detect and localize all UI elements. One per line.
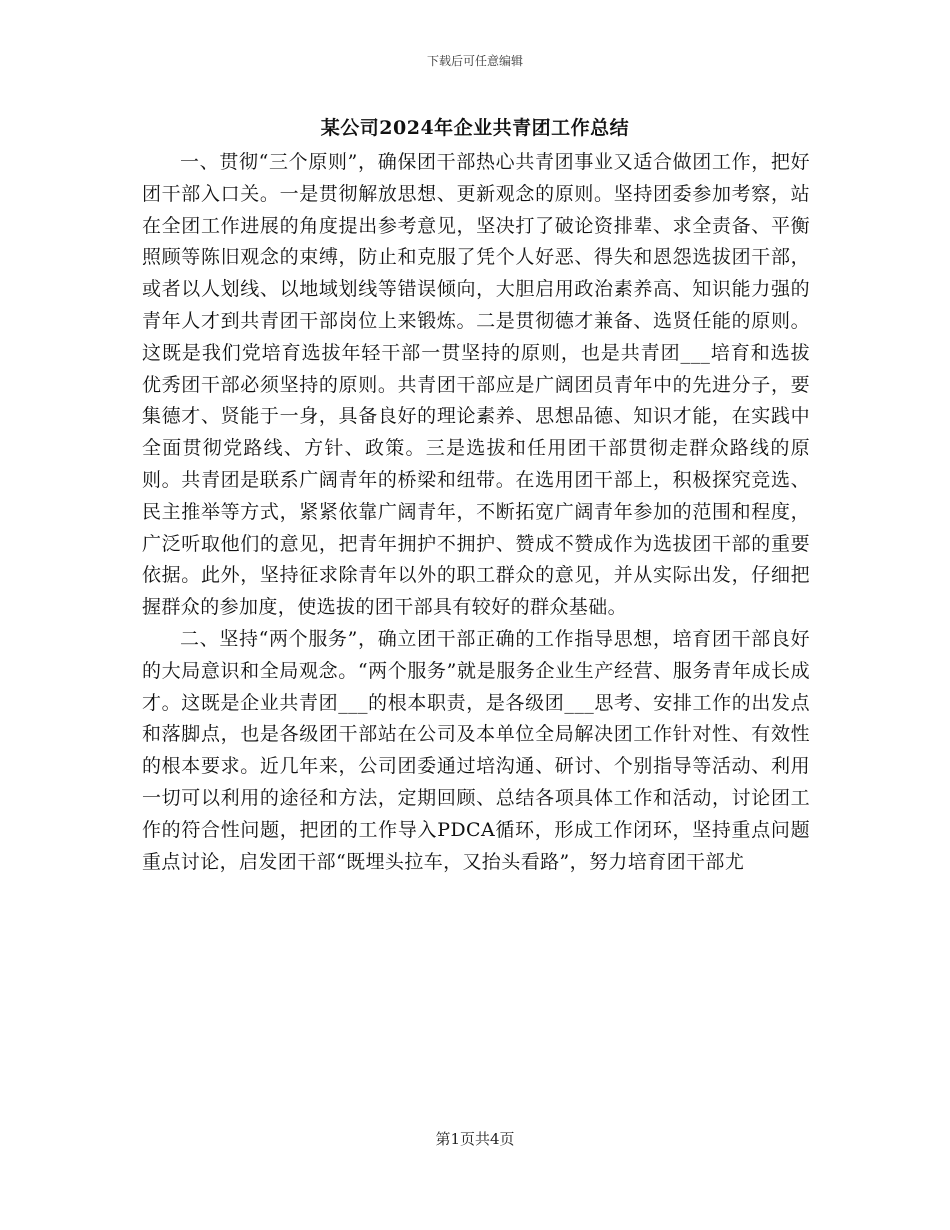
document-title: 某公司2024年企业共青团工作总结 [320,117,630,139]
paragraph: 一、贯彻“三个原则”，确保团干部热心共青团事业又适合做团工作，把好团干部入口关。一是贯彻解放思想、更新观念的原则。坚持团委参加考察，站在全团工作进展的角度提出参考意见，坚决打了破论资排辈、求全责备、平衡照顾等陈旧观念的束缚，防止和克服了凭个人好恶、得失和恩怨选拔团干部，或者以人划线、以地域划线等错误倾向，大胆启用政治素养高、知识能力强的青年人才到共青团干部岗位上来锻炼。二是贯彻德才兼备、选贤任能的原则。这既是我们党培育选拔年轻干部一贯坚持的原则，也是共青团___培育和选拔优秀团干部必须坚持的原则。共青团干部应是广阔团员青年中的先进分子，要集德才、贤能于一身，具备良好的理论素养、思想品德、知识才能，在实践中全面贯彻党路线、方针、政策。三是选拔和任用团干部贯彻走群众路线的原则。共青团是联系广阔青年的桥梁和纽带。在选用团干部上，积极探究竞选、民主推举等方式，紧紧依靠广阔青年，不断拓宽广阔青年参加的范围和程度，广泛听取他们的意见，把青年拥护不拥护、赞成不赞成作为选拔团干部的重要依据。此外，坚持征求除青年以外的职工群众的意见，并从实际出发，仔细把握群众的参加度，使选拔的团干部具有较好的群众基础。 [142,151,810,619]
header-note: 下载后可任意编辑 [426,54,523,68]
page-number-footer: 第1页共4页 [435,1130,515,1148]
document-body [142,147,810,878]
paragraph: 二、坚持“两个服务”，确立团干部正确的工作指导思想，培育团干部良好的大局意识和全局观念。“两个服务”就是服务企业生产经营、服务青年成长成才。这既是企业共青团___的根本职责，是各级团___思考、安排工作的出发点和落脚点，也是各级团干部站在公司及本单位全局解决团工作针对性、有效性的根本要求。近几年来，公司团委通过培沟通、研讨、个别指导等活动、利用一切可以利用的途径和方法，定期回顾、总结各项具体工作和活动，讨论团工作的符合性问题，把团的工作导入PDCA循环，形成工作闭环，坚持重点问题重点讨论，启发团干部“既埋头拉车，又抬头看路”，努力培育团干部尤 [142,627,810,873]
